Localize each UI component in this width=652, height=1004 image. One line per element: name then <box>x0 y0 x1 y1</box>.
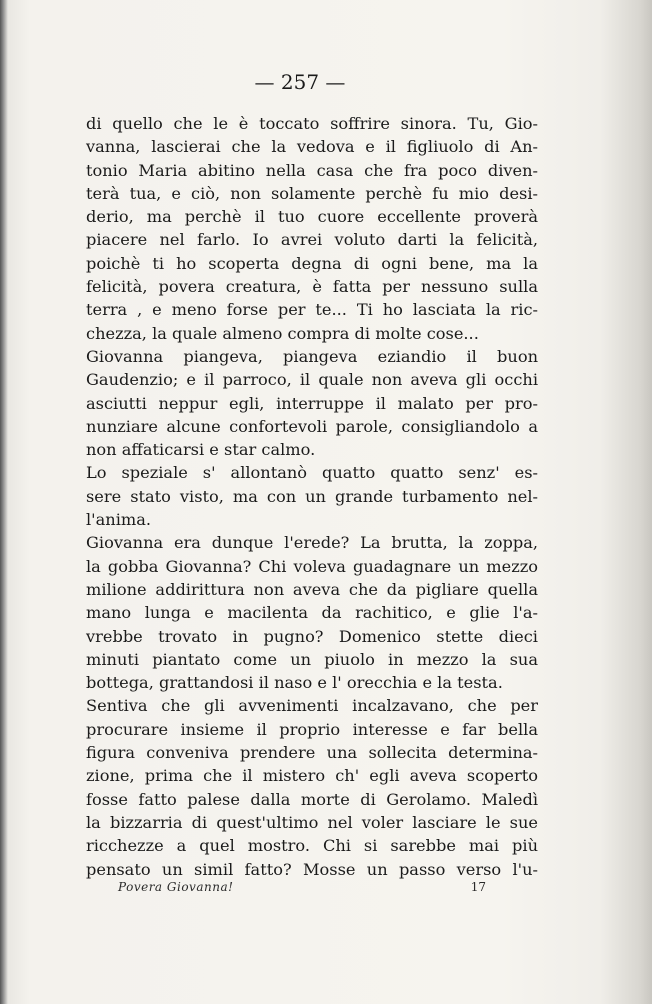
text-line: figura conveniva prendere una sollecita determina- <box>86 743 538 763</box>
footer-signature-mark: 17 <box>470 880 486 894</box>
text-line: non affaticarsi e star calmo. <box>86 440 316 460</box>
text-line: terra , e meno forse per te... Ti ho lasciata la ric- <box>86 300 538 320</box>
text-line: mano lunga e macilenta da rachitico, e glie l'a- <box>86 603 538 623</box>
text-line: derio, ma perchè il tuo cuore eccellente proverà <box>86 207 538 227</box>
text-line: pensato un simil fatto? Mosse un passo verso l'u- <box>86 859 538 879</box>
text-line: milione addirittura non aveva che da pigliare quella <box>86 579 538 599</box>
text-line: l'anima. <box>86 510 152 530</box>
text-line: Giovanna piangeva, piangeva eziandio il buon <box>86 346 538 366</box>
text-line: sere stato visto, ma con un grande turbamento nel- <box>86 486 538 506</box>
text-line: vrebbe trovato in pugno? Domenico stette dieci <box>86 626 538 646</box>
footer-book-title: Povera Giovanna! <box>118 880 234 894</box>
text-line: asciutti neppur egli, interruppe il malato per pro- <box>86 393 538 413</box>
body-text <box>86 112 538 881</box>
text-line: poichè ti ho scoperta degna di ogni bene, ma la <box>86 253 538 273</box>
text-line: felicità, povera creatura, è fatta per nessuno sulla <box>86 277 538 297</box>
text-line: procurare insieme il proprio interesse e far bella <box>86 719 538 739</box>
text-line: minuti piantato come un piuolo in mezzo la sua <box>86 649 538 669</box>
text-line: Giovanna era dunque l'erede? La brutta, la zoppa, <box>86 533 538 553</box>
text-line: nunziare alcune confortevoli parole, consigliandolo a <box>86 416 538 436</box>
text-line: vanna, lascierai che la vedova e il figliuolo di An- <box>86 137 538 157</box>
text-line: Lo speziale s' allontanò quatto quatto senz' es- <box>86 463 538 483</box>
page-number: — 257 — <box>254 70 346 94</box>
text-line: chezza, la quale almeno compra di molte cose... <box>86 323 479 343</box>
text-line: zione, prima che il mistero ch' egli aveva scoperto <box>86 766 538 786</box>
text-line: ricchezze a quel mostro. Chi si sarebbe mai più <box>86 836 538 856</box>
text-line: fosse fatto palese dalla morte di Gerolamo. Maledì <box>86 789 538 809</box>
text-line: Sentiva che gli avvenimenti incalzavano, che per <box>86 696 538 716</box>
text-line: piacere nel farlo. Io avrei voluto darti la felicità, <box>86 230 538 250</box>
text-line: tonio Maria abitino nella casa che fra poco diven- <box>86 160 538 180</box>
text-line: bottega, grattandosi il naso e l' orecchia e la testa. <box>86 673 503 693</box>
text-line: Gaudenzio; e il parroco, il quale non aveva gli occhi <box>86 370 538 390</box>
text-line: di quello che le è toccato soffrire sinora. Tu, Gio- <box>86 114 538 133</box>
text-line: terà tua, e ciò, non solamente perchè fu mio desi- <box>86 183 538 203</box>
text-line: la gobba Giovanna? Chi voleva guadagnare un mezzo <box>86 556 538 576</box>
text-line: la bizzarria di quest'ultimo nel voler lasciare le sue <box>86 812 538 832</box>
